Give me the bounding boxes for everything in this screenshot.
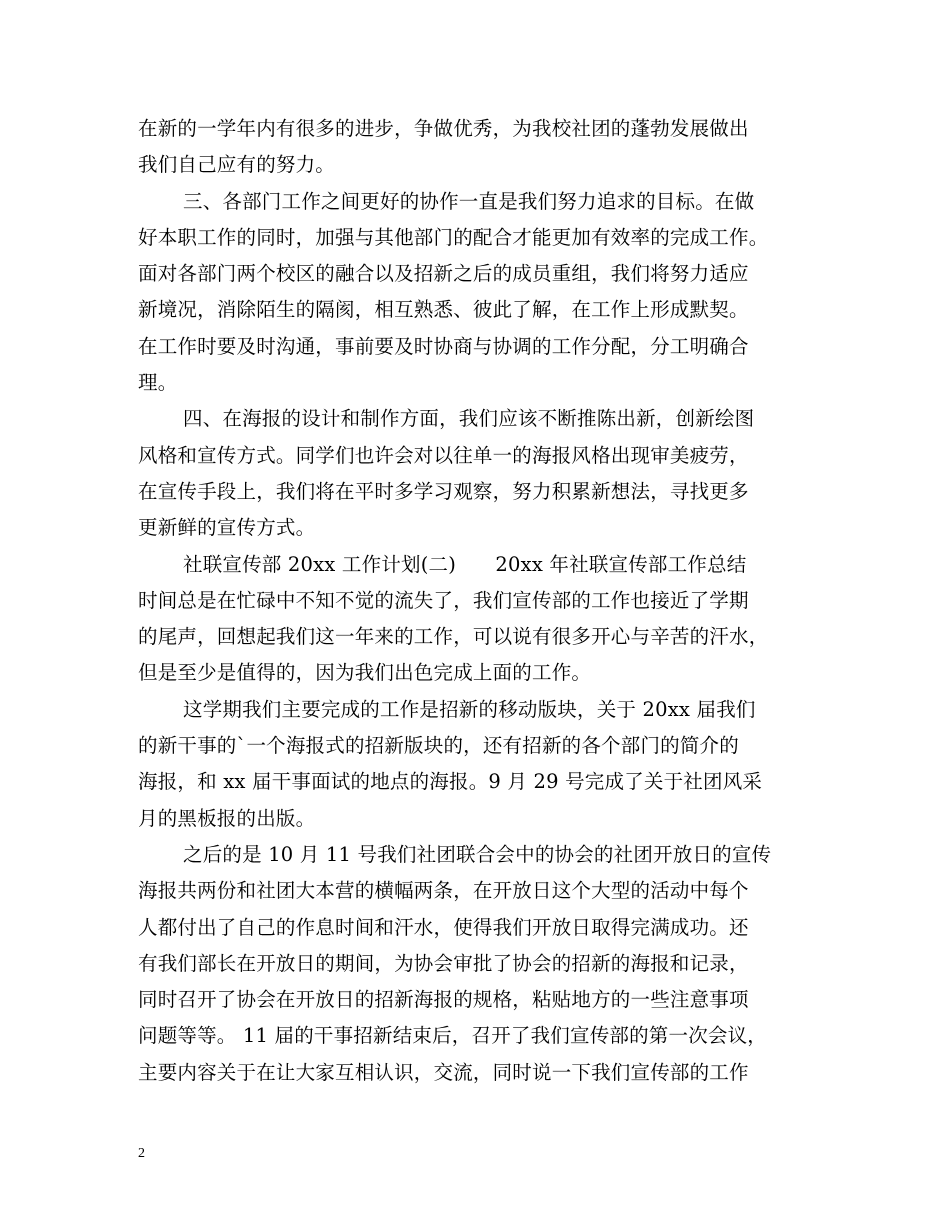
text-line: 理。 <box>138 371 178 395</box>
text-line: 这学期我们主要完成的工作是招新的移动版块，关于 20xx 届我们 <box>183 697 756 721</box>
text-line: 但是至少是值得的，因为我们出色完成上面的工作。 <box>138 661 592 685</box>
text-line: 在新的一学年内有很多的进步，争做优秀，为我校社团的蓬勃发展做出 <box>138 117 749 140</box>
text-line: 时间总是在忙碌中不知不觉的流失了，我们宣传部的工作也接近了学期 <box>138 588 749 612</box>
document-body <box>138 111 818 1091</box>
text-line: 新境况，消除陌生的隔阂，相互熟悉、彼此了解，在工作上形成默契。 <box>138 298 749 322</box>
text-line: 人都付出了自己的作息时间和汗水，使得我们开放日取得完满成功。还 <box>138 915 749 939</box>
text-line: 四、在海报的设计和制作方面，我们应该不断推陈出新，创新绘图 <box>183 407 755 431</box>
text-line: 的尾声，回想起我们这一年来的工作，可以说有很多开心与辛苦的汗水， <box>138 625 769 649</box>
text-line: 在宣传手段上，我们将在平时多学习观察，努力积累新想法，寻找更多 <box>138 479 749 503</box>
text-line: 海报共两份和社团大本营的横幅两条，在开放日这个大型的活动中每个 <box>138 879 749 903</box>
text-line: 更新鲜的宣传方式。 <box>138 516 316 540</box>
text-line: 之后的是 10 月 11 号我们社团联合会中的协会的社团开放日的宣传 <box>183 842 772 866</box>
text-line: 有我们部长在开放日的期间，为协会审批了协会的招新的海报和记录， <box>138 951 749 975</box>
page-number: 2 <box>138 1146 145 1161</box>
text-line: 主要内容关于在让大家互相认识，交流，同时说一下我们宣传部的工作 <box>138 1060 749 1084</box>
text-line: 我们自己应有的努力。 <box>138 153 336 177</box>
text-line: 月的黑板报的出版。 <box>138 806 316 830</box>
text-line: 问题等等。 11 届的干事招新结束后，召开了我们宣传部的第一次会议， <box>138 1024 768 1048</box>
text-line: 面对各部门两个校区的融合以及招新之后的成员重组，我们将努力适应 <box>138 262 749 286</box>
text-line: 同时召开了协会在开放日的招新海报的规格，粘贴地方的一些注意事项 <box>138 988 749 1012</box>
text-line: 社联宣传部 20xx 工作计划(二) 20xx 年社联宣传部工作总结 <box>183 552 747 576</box>
text-line: 海报，和 xx 届干事面试的地点的海报。9 月 29 号完成了关于社团风采 <box>138 770 763 794</box>
text-line: 在工作时要及时沟通，事前要及时协商与协调的工作分配，分工明确合 <box>138 334 749 358</box>
text-line: 的新干事的`一个海报式的招新版块的，还有招新的各个部门的简介的 <box>138 734 739 758</box>
text-line: 三、各部门工作之间更好的协作一直是我们努力追求的目标。在做 <box>183 189 755 213</box>
text-line: 好本职工作的同时，加强与其他部门的配合才能更加有效率的完成工作。 <box>138 225 769 249</box>
text-line: 风格和宣传方式。同学们也许会对以往单一的海报风格出现审美疲劳， <box>138 443 749 467</box>
